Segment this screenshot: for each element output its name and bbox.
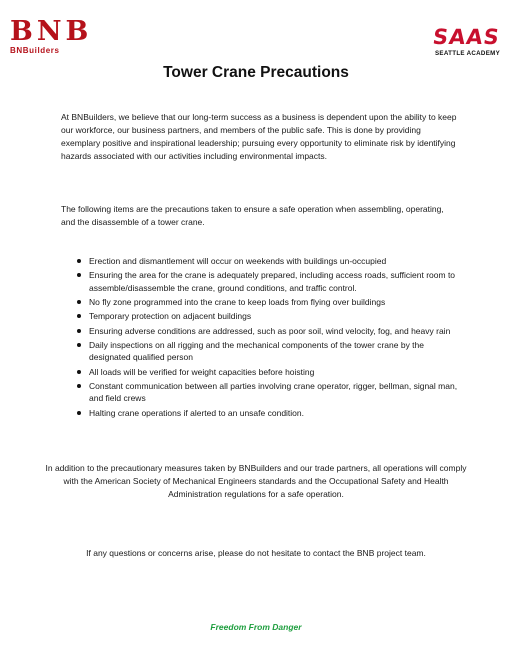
list-item: Ensuring adverse conditions are addressed, such as poor soil, wind velocity, fog, and heavy rain <box>75 325 459 337</box>
lead-in-paragraph: The following items are the precautions taken to ensure a safe operation when assembling, operating, and the disassemble of a tower crane. <box>61 204 444 227</box>
list-item: Erection and dismantlement will occur on weekends with buildings un-occupied <box>75 255 459 267</box>
saas-logo-mark: SAAS <box>431 25 502 49</box>
compliance-paragraph: In addition to the precautionary measures taken by BNBuilders and our trade partners, all operations will comply with the American Society of Mechanical Engineers standards and the Occupational Safety and Health Administration regulations for a safe operation. <box>45 463 467 499</box>
page-title: Tower Crane Precautions <box>163 64 349 81</box>
bnbuilders-logo <box>10 16 93 55</box>
list-item: No fly zone programmed into the crane to keep loads from flying over buildings <box>75 296 459 308</box>
list-item: Ensuring the area for the crane is adequately prepared, including access roads, sufficient room to assemble/disassemble the crane, ground conditions, and traffic control. <box>75 269 459 293</box>
list-item: Daily inspections on all rigging and the mechanical components of the tower crane by the designated qualified person <box>75 339 459 363</box>
list-item: Temporary protection on adjacent buildings <box>75 310 459 322</box>
saas-logo-name: SEATTLE ACADEMY <box>435 50 500 57</box>
list-item: Halting crane operations if alerted to an unsafe condition. <box>75 407 459 419</box>
bnb-logo-name: BNBuilders <box>10 46 60 55</box>
list-item: All loads will be verified for weight capacities before hoisting <box>75 366 459 378</box>
footer-tagline: Freedom From Danger <box>210 622 302 632</box>
precautions-list <box>75 255 459 421</box>
list-item: Constant communication between all parties involving crane operator, rigger, bellman, signal man, and field crews <box>75 380 459 404</box>
contact-paragraph: If any questions or concerns arise, please do not hesitate to contact the BNB project team. <box>86 548 426 558</box>
intro-paragraph: At BNBuilders, we believe that our long-term success as a business is dependent upon the ability to keep our workforce, our business partners, and members of the public safe. This is done by providing exemplary positive and inspirational leadership; pursuing every opportunity to eliminate risk by identifying hazards associated with our activities including environmental impacts. <box>61 112 457 161</box>
seattle-academy-logo <box>416 27 500 57</box>
bnb-logo-mark: BNB <box>10 16 93 47</box>
